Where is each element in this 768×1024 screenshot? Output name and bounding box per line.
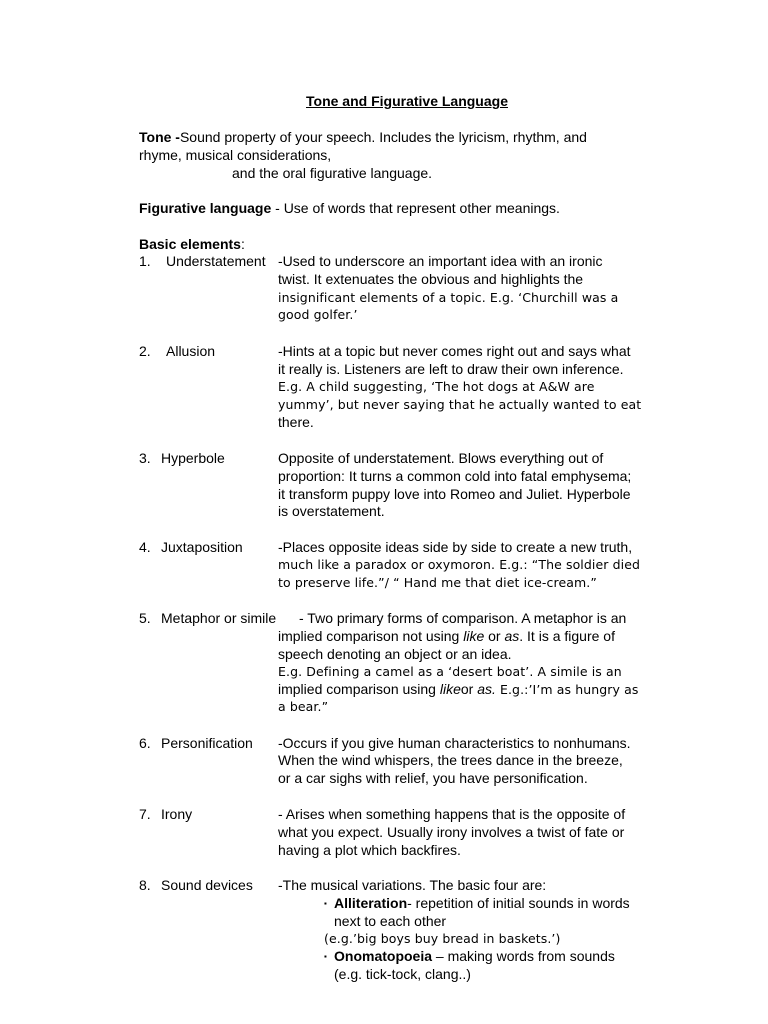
item-5-line-2 xyxy=(278,627,615,645)
onomatopoeia-example: (e.g. tick-tock, clang..) xyxy=(334,966,471,982)
figurative-label: Figurative language xyxy=(139,200,272,216)
item-5-line-5-c: or xyxy=(460,681,478,697)
item-5-line-2-c: or xyxy=(484,628,505,644)
tone-line-1 xyxy=(139,128,587,146)
basic-elements-colon: : xyxy=(240,236,245,252)
item-1-line-2: twist. It extenuates the obvious and highlights the xyxy=(278,271,584,287)
item-3-line-4: is overstatement. xyxy=(278,503,385,519)
tone-line-2: rhyme, musical considerations, xyxy=(139,147,332,163)
figurative-text: - Use of words that represent other meanings. xyxy=(271,200,560,216)
item-1-line-3: insignificant elements of a topic. E.g. ‘Churchill was a xyxy=(278,290,619,305)
alliteration-line-2: next to each other xyxy=(334,913,447,929)
item-3-line-1: Opposite of understatement. Blows everything out of xyxy=(278,450,604,466)
item-3-line-3: it transform puppy love into Romeo and Juliet. Hyperbole xyxy=(278,486,631,502)
page-title: Tone and Figurative Language xyxy=(306,93,508,109)
item-2-line-3: E.g. A child suggesting, ‘The hot dogs at A&W are xyxy=(278,379,595,394)
item-7-term: Irony xyxy=(161,806,193,822)
item-2-line-1: -Hints at a topic but never comes right out and says what xyxy=(278,343,631,359)
item-5-number: 5. xyxy=(139,610,151,626)
basic-elements-heading xyxy=(139,235,245,253)
bullet-onomatopoeia xyxy=(324,947,615,966)
item-2-number: 2. xyxy=(139,343,151,359)
alliteration-example: (e.g.’big boys buy bread in baskets.’) xyxy=(324,931,561,946)
item-4-term: Juxtaposition xyxy=(161,539,243,555)
item-7-line-1: - Arises when something happens that is the opposite of xyxy=(278,806,626,822)
bullet-alliteration xyxy=(324,894,630,913)
item-5-line-3: speech denoting an object or an idea. xyxy=(278,646,512,662)
item-6-term: Personification xyxy=(161,735,253,751)
item-7-line-2: what you expect. Usually irony involves a twist of fate or xyxy=(278,824,625,840)
item-2-line-4: yummy’, but never saying that he actually wanted to eat xyxy=(278,397,642,412)
tone-line-3: and the oral figurative language. xyxy=(232,165,433,181)
item-5-line-4: E.g. Defining a camel as a ‘desert boat’. A simile is an xyxy=(278,664,622,679)
tone-text-1: Sound property of your speech. Includes the lyricism, rhythm, and xyxy=(179,129,587,145)
item-6-line-1: -Occurs if you give human characteristics to nonhumans. xyxy=(278,735,631,751)
item-6-line-2: When the wind whispers, the trees dance in the breeze, xyxy=(278,752,623,768)
item-7-line-3: having a plot which backfires. xyxy=(278,842,461,858)
item-5-line-1: - Two primary forms of comparison. A metaphor is an xyxy=(299,610,627,626)
item-7-number: 7. xyxy=(139,806,151,822)
item-2-term: Allusion xyxy=(166,343,216,359)
item-4-line-2: much like a paradox or oxymoron. E.g.: “The soldier died xyxy=(278,557,641,572)
item-1-term: Understatement xyxy=(166,253,266,269)
item-1-line-1: -Used to underscore an important idea with an ironic xyxy=(278,253,603,269)
item-8-term: Sound devices xyxy=(161,877,253,893)
item-5-line-6: a bear.” xyxy=(278,699,329,714)
item-1-line-4: good golfer.’ xyxy=(278,307,358,322)
tone-label: Tone - xyxy=(139,129,180,145)
item-4-line-3: to preserve life.”/ “ Hand me that diet ice-cream.” xyxy=(278,575,597,590)
item-6-line-3: or a car sighs with relief, you have personification. xyxy=(278,770,588,786)
item-3-number: 3. xyxy=(139,450,151,466)
onomatopoeia-term: Onomatopoeia xyxy=(334,948,433,964)
item-5-like: like xyxy=(463,628,485,644)
onomatopoeia-text: – making words from sounds xyxy=(432,948,615,964)
item-1-number: 1. xyxy=(139,253,151,269)
alliteration-text: - repetition of initial sounds in words xyxy=(407,895,630,911)
item-3-line-2: proportion: It turns a common cold into fatal emphysema; xyxy=(278,468,632,484)
item-5-line-2-e: . It is a figure of xyxy=(519,628,615,644)
item-4-number: 4. xyxy=(139,539,151,555)
item-5-term: Metaphor or simile xyxy=(161,610,277,626)
item-8-line-1: -The musical variations. The basic four are: xyxy=(278,877,547,893)
figurative-line xyxy=(139,199,560,217)
basic-elements-label: Basic elements xyxy=(139,236,241,252)
bullet-icon: ▪ xyxy=(324,952,327,961)
item-3-term: Hyperbole xyxy=(161,450,225,466)
item-2-line-5: there. xyxy=(278,414,314,430)
item-5-like-2: like xyxy=(439,681,461,697)
item-2-line-2: it really is. Listeners are left to draw their own inference. xyxy=(278,361,624,377)
item-5-as: as xyxy=(504,628,520,644)
item-5-line-5-e: E.g.:’I’m as hungry as xyxy=(495,682,639,697)
alliteration-term: Alliteration xyxy=(334,895,408,911)
bullet-icon: ▪ xyxy=(324,899,327,908)
item-5-as-2: as. xyxy=(477,681,496,697)
item-6-number: 6. xyxy=(139,735,151,751)
item-5-line-2-a: implied comparison not using xyxy=(278,628,464,644)
item-8-number: 8. xyxy=(139,877,151,893)
item-4-line-1: -Places opposite ideas side by side to create a new truth, xyxy=(278,539,633,555)
item-5-line-5 xyxy=(278,680,638,699)
item-5-line-5-a: implied comparison using xyxy=(278,681,440,697)
